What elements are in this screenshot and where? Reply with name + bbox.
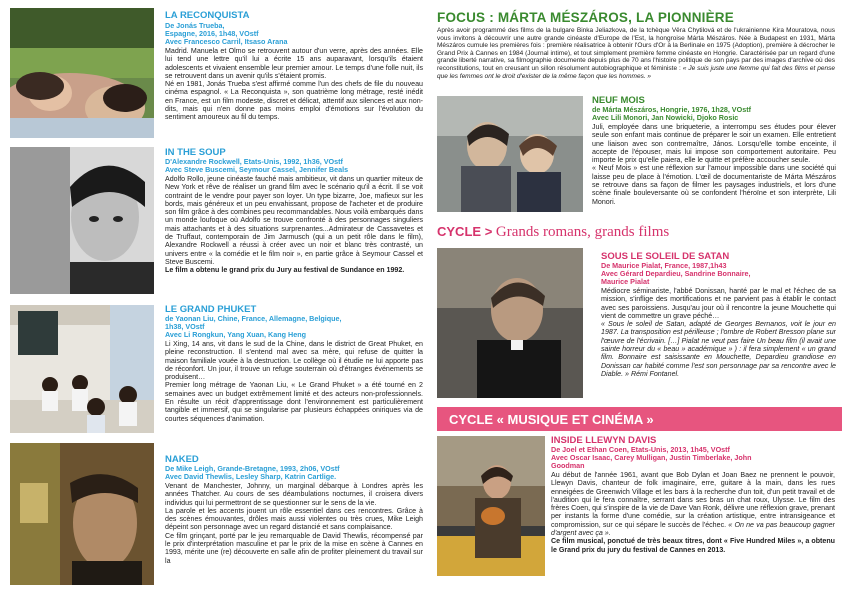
film-title: LE GRAND PHUKET xyxy=(165,304,257,315)
film-title: NEUF MOIS xyxy=(592,95,645,106)
film-meta: Avec Oscar Isaac, Carey Mulligan, Justin Timberlake, John xyxy=(551,453,752,462)
photo-in-the-soup xyxy=(10,147,154,294)
film-commentary: Premier long métrage de Yaonan Liu, « Le Grand Phuket » a été tourné en 2 semaines avec un budget extrêmement limité et des acteurs non-professionnels. En résulte un récit d'apprentissage dont l'environnement est particulièrement tangible et immersif, qui se singularise par plusieurs échappées oniriques via de courtes séquences d'animation. xyxy=(165,381,423,423)
film-meta: De Mike Leigh, Grande-Bretagne, 1993, 2h06, VOstf xyxy=(165,464,340,473)
film-title: LA RECONQUISTA xyxy=(165,10,250,21)
film-meta: Avec Francesco Carril, Itsaso Arana xyxy=(165,37,288,46)
film-title: INSIDE LLEWYN DAVIS xyxy=(551,435,657,446)
film-meta: Avec Gérard Depardieu, Sandrine Bonnaire, xyxy=(601,269,751,278)
film-quote: « On ne va pas beaucoup gagner d'argent avec ça ». xyxy=(551,520,835,538)
film-meta: De Maurice Pialat, France, 1987,1h43 xyxy=(601,261,727,270)
film-meta: Avec Steve Buscemi, Seymour Cassel, Jennifer Beals xyxy=(165,165,349,174)
film-meta: Maurice Pialat xyxy=(601,277,650,286)
film-commentary: Né en 1981, Jonás Trueba s'est affirmé comme l'un des chefs de file du nouveau cinéma espagnol. « La Reconquista », son quatrième long métrage, resté inédit en France, est un film modeste, discret et délicat, attentif aux silences et aux non-dits, mais qui n'en donne pas moins emploi d'émotions sur l'évolution du sentiment amoureux au fil du temps. xyxy=(165,80,423,122)
film-title: NAKED xyxy=(165,454,199,465)
focus-quote: « Je suis juste une femme qui fait des films et pense que les femmes ont le droit d'exister de la même façon que les hommes. » xyxy=(437,64,835,80)
photo-sous-le-soleil-de-satan xyxy=(437,248,583,398)
film-meta: Goodman xyxy=(551,461,585,470)
cycle-heading-grands-romans xyxy=(437,224,669,241)
film-commentary: « Neuf Mois » est une réflexion sur l'amour impossible dans une société qui laisse peu de place à l'émotion. L'œil de documentariste de Márta Mészáros se retrouve dans sa façon de filmer les paysages industriels, et lors d'une scène finale bouleversante où se confondent l'héroïne et son interprète, Lili Monori. xyxy=(592,164,836,206)
film-synopsis: Li Xing, 14 ans, vit dans le sud de la Chine, dans le district de Great Phuket, en pleine reconstruction. Il s'entend mal avec sa mère, qui refuse de quitter la maison familiale vouée à la destruction. Le collège où il étudie ne lui apporte pas de réconfort. Un jour, il trouve un refuge souterrain où d'étranges événements se produisent… xyxy=(165,340,423,382)
photo-inside-llewyn-davis xyxy=(437,436,545,576)
film-meta: D'Alexandre Rockwell, Etats-Unis, 1992, 1h36, VOstf xyxy=(165,157,343,166)
focus-intro: Après avoir programmé des films de la bulgare Binka Jeliazkova, de la tchèque Věra Chytilová et de l'ukrainienne Kira Mouratova, nous vous invitons à découvrir une autre grande cinéaste d'Europe de l'Est, la hongroise Márta Mészáros. Née à Budapest en 1931, Márta Mészáros cumule les premières fois : première réalisatrice à obtenir l'Ours d'Or à la Berlinale en 1975 (Adoption), première à décrocher le Grand Prix à Cannes en 1984 (Journal intime), et tout simplement première femme cinéaste en Hongrie. Caractérisée par un regard d'une grande liberté narrative, sa filmographie documente depuis plus de 70 ans l'histoire politique de son pays par des images d'archive où des reconstitutions, tout en creusant un sillon résolument autobiographique et féministe : xyxy=(437,27,835,72)
film-meta: De Joel et Ethan Coen, Etats-Unis, 2013, 1h45, VOstf xyxy=(551,445,730,454)
film-commentary: Ce film grinçant, porté par le jeu remarquable de David Thewlis, récompensé par le prix d'interprétation masculine et par le prix de la mise en scène à Cannes en 1993, mérite une (re) découverte en salle afin de profiter pleinement du travail sur la xyxy=(165,531,423,565)
film-title: IN THE SOUP xyxy=(165,147,226,158)
film-meta: Avec Lili Monori, Jan Nowicki, Djoko Rosic xyxy=(592,113,739,122)
film-meta: De Jonás Trueba, xyxy=(165,21,225,30)
photo-le-grand-phuket xyxy=(10,305,154,433)
film-meta: Avec David Thewlis, Lesley Sharp, Katrin Cartlige. xyxy=(165,472,337,481)
film-award: Ce film musical, ponctué de très beaux titres, dont « Five Hundred Miles », a obtenu le Grand prix du jury du festival de Cannes en 2013. xyxy=(551,537,835,554)
film-commentary: La parole et les accents jouent un rôle essentiel dans ces rencontres. Grâce à des scènes émouvantes, drôles mais aussi violentes ou très crues, Mike Leigh dépeint son personnage avec un regard distancié et sans complaisance. xyxy=(165,506,423,532)
film-meta: Espagne, 2016, 1h48, VOstf xyxy=(165,29,259,38)
film-synopsis: Au début de l'année 1961, avant que Bob Dylan et Joan Baez ne prennent le pouvoir, Llewyn Davis, chanteur de folk imaginaire, erre, guitare à la main, dans les rues enneigées de Greenwich Village et les bars à la recherche d'un toit, d'un petit travail et de l'audition qui le fera connaître, serrant dans ses bras un chat roux, Ulysse. Le film des frères Coen, qui s'inspire de la vie de Dave Van Ronk, délivre une réflexion grave, prenant per instants la forme d'une comédie, sur la création artistique, entre intransigeance et compromission, sur ce qui sépare le succès de l'échec. xyxy=(551,471,835,529)
chevron-right-icon: > xyxy=(484,224,493,239)
photo-la-reconquista xyxy=(10,8,154,138)
film-quote: « Sous le soleil de Satan, adapté de Georges Bernanos, voit le jour en 1987. La transposition est périlleuse ; l'ombre de Robert Bresson plane sur l'œuvre de l'écrivain. […] Pialat ne veut pas faire Un beau film (il avait une sainte horreur du « beau » académique » ) : il fera simplement « un grand film. Bonnaire est saisissante en Mouchette, Depardieu grandiose en Donissan car habité comme l'est son personnage par sa rencontre avec le Diable. » Rémi Fontanel. xyxy=(601,320,836,378)
photo-neuf-mois xyxy=(437,96,583,212)
film-meta: 1h38, VOstf xyxy=(165,322,205,331)
film-synopsis: Adolfo Rollo, jeune cinéaste fauché mais ambitieux, vit dans un quartier miteux de New York et rêve de réaliser un grand film avec le scénario qu'il a écrit. Il se voit contraint de le vendre pour payer son loyer. Un type bizarre, Joe, mafieux sur les bords, mais généreux et un peu envahissant, propose de l'acheter et de produire son film grâce à des combines peu recommandables. Nous voilà embarqués dans un monde loufoque où Adolfo se trouve confronté à des personnages singuliers mais attachants et à des situations surprenantes...Admirateur de Cassavetes et de Truffaut, contemporain de Jim Jarmusch (qui a un petit rôle dans le film), Alexandre Rockwell a réussi à créer avec un noir et blanc très contrasté, un univers entre « la comédie et le film noir », en partie grâce à Seymour Cassel et Steve Buscemi. xyxy=(165,175,423,266)
film-award: Le film a obtenu le grand prix du Jury au festival de Sundance en 1992. xyxy=(165,266,405,275)
film-synopsis: Médiocre séminariste, l'abbé Donissan, hanté par le mal et l'échec de sa mission, s'inflige des mortifications et ne parvient pas à établir le contact avec ses paroissiens. Jusqu'au jour où il rencontre la jeune Mouchette qui vient de commettre un grave péché… xyxy=(601,287,836,320)
film-meta: Avec Li Rongkun, Yang Xuan, Kang Heng xyxy=(165,330,306,339)
film-synopsis: Madrid. Manuela et Olmo se retrouvent autour d'un verre, après des années. Elle lui tend une lettre qu'il lui a écrite 15 ans auparavant, lorsqu'ils étaient adolescents et vivaient ensemble leur premier amour. Le temps d'une folle nuit, ils se retrouvent dans un avenir qu'ils s'étaient promis. xyxy=(165,47,423,80)
cycle-label: CYCLE xyxy=(437,224,482,239)
cycle-label: CYCLE « MUSIQUE ET CINÉMA » xyxy=(449,411,654,427)
film-meta: de Márta Mészáros, Hongrie, 1976, 1h28, VOstf xyxy=(592,105,751,114)
film-meta: de Yaonan Liu, Chine, France, Allemagne, Belgique, xyxy=(165,314,342,323)
film-synopsis: Venant de Manchester, Johnny, un marginal débarque à Londres après les années Thatcher. Au cours de ses déambulations nocturnes, il croisera divers individus qui lui permettront de se questionner sur le sens de la vie. xyxy=(165,482,423,507)
cycle-name: Grands romans, grands films xyxy=(495,224,670,240)
focus-title: FOCUS : MÁRTA MÉSZÁROS, LA PIONNIÈRE xyxy=(437,10,734,25)
film-title: SOUS LE SOLEIL DE SATAN xyxy=(601,251,730,262)
cycle-banner-musique-et-cinema xyxy=(437,407,842,431)
film-synopsis: Juli, employée dans une briqueterie, a interrompu ses études pour élever seule son enfant mais continue de préparer le soir un examen. Elle entretient une liaison avec son contremaître, János. Lorsqu'elle tombe enceinte, il accepte de l'épouser, mais lui impose son comportement autoritaire. Peu importe le prix qu'elle paiera, elle le quitte et préfère accoucher seule. xyxy=(592,123,836,165)
photo-naked xyxy=(10,443,154,585)
